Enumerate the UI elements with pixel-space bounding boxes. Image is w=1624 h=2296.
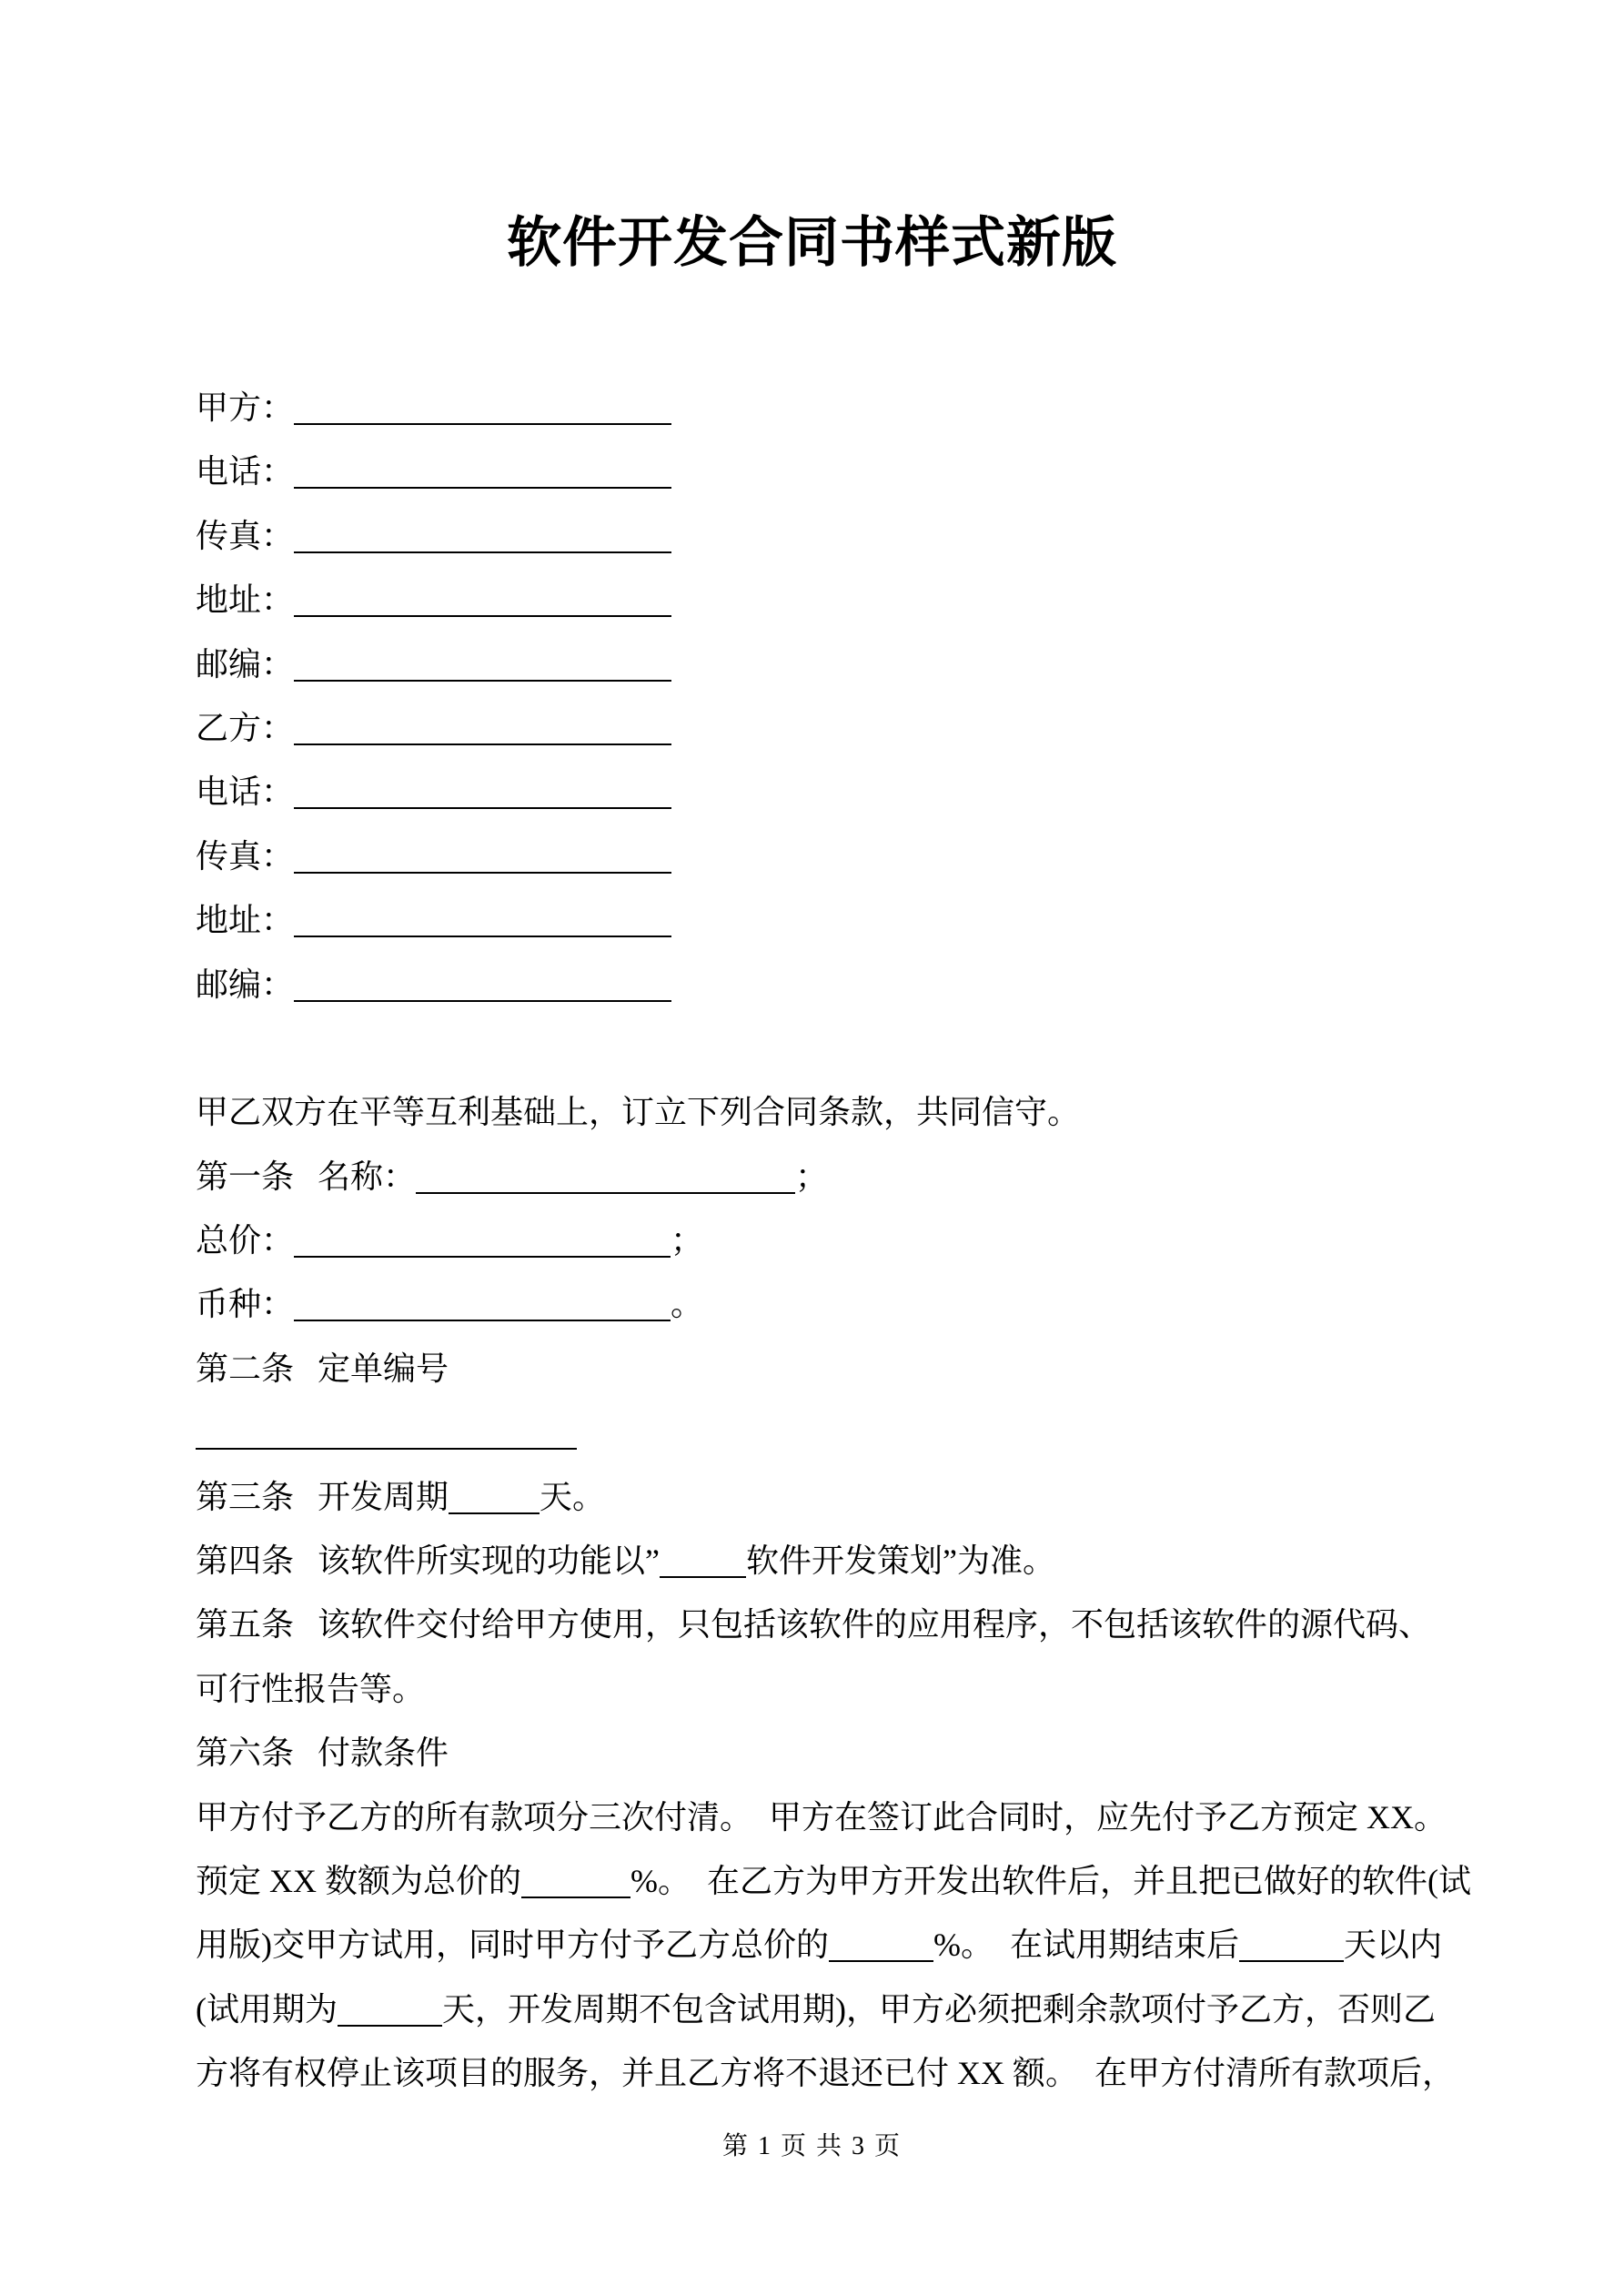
fill-in-blank bbox=[338, 1990, 442, 2027]
fill-in-blank bbox=[294, 452, 671, 489]
clause-text: 天。 bbox=[540, 1478, 606, 1515]
currency-line bbox=[196, 1272, 1442, 1336]
clause-tail: ； bbox=[795, 1158, 829, 1195]
field-row-party-b bbox=[196, 696, 1442, 760]
paragraph-text: 用版)交甲方试用，同时甲方付予乙方总价的 bbox=[196, 1927, 829, 1964]
page-number-footer: 第 1 页 共 3 页 bbox=[721, 2131, 902, 2160]
paragraph-text: (试用期为 bbox=[196, 1990, 338, 2028]
field-label: 传真： bbox=[196, 837, 295, 875]
field-label: 总价： bbox=[196, 1222, 295, 1259]
payment-paragraph-line-1 bbox=[196, 1785, 1447, 1849]
fill-in-blank bbox=[660, 1542, 746, 1578]
field-label: 地址： bbox=[196, 582, 295, 619]
clause-text: 软件开发策划”为准。 bbox=[746, 1542, 1055, 1580]
payment-paragraph-line-4 bbox=[196, 1977, 1442, 2041]
clause-5-line bbox=[196, 1593, 1442, 1656]
document-body bbox=[196, 376, 1471, 2106]
clause-text: 开发周期 bbox=[318, 1478, 449, 1515]
clause-number: 第三条 bbox=[196, 1478, 295, 1515]
fill-in-blank bbox=[294, 517, 671, 553]
clause-3-line bbox=[196, 1465, 1442, 1529]
field-row-address-b bbox=[196, 888, 1442, 952]
field-row-zip-a bbox=[196, 632, 1442, 696]
clause-2-line bbox=[196, 1337, 1442, 1401]
paragraph-text: 天以内 bbox=[1344, 1927, 1443, 1964]
fill-in-blank bbox=[294, 709, 671, 745]
field-label: 乙方： bbox=[196, 709, 295, 746]
paragraph-text: %。 在乙方为甲方开发出软件后，并且把已做好的软件(试 bbox=[630, 1862, 1471, 1899]
clause-6-line bbox=[196, 1721, 1442, 1785]
field-row-party-a bbox=[196, 376, 1442, 440]
field-label: 邮编： bbox=[196, 645, 295, 683]
fill-in-blank bbox=[521, 1862, 630, 1898]
clause-number: 第二条 bbox=[196, 1350, 295, 1387]
paragraph-text: 方将有权停止该项目的服务，并且乙方将不退还已付 XX 额。 在甲方付清所有款项后， bbox=[196, 2055, 1455, 2092]
clause-text: 该软件交付给甲方使用，只包括该软件的应用程序，不包括该软件的源代码、 bbox=[318, 1606, 1432, 1644]
fill-in-blank bbox=[294, 645, 671, 682]
fill-in-blank bbox=[294, 1285, 671, 1321]
clause-tail: ； bbox=[671, 1222, 704, 1259]
clause-1-line bbox=[196, 1145, 1442, 1209]
intro-text: 甲乙双方在平等互利基础上，订立下列合同条款，共同信守。 bbox=[196, 1094, 1081, 1131]
fill-in-blank bbox=[294, 773, 671, 809]
clause-text: 该软件所实现的功能以” bbox=[318, 1542, 660, 1580]
fill-in-blank bbox=[416, 1158, 795, 1194]
fill-in-blank bbox=[294, 581, 671, 617]
field-label: 邮编： bbox=[196, 966, 295, 1003]
fill-in-blank bbox=[294, 901, 671, 937]
field-label: 币种： bbox=[196, 1286, 295, 1323]
fill-in-blank bbox=[294, 1221, 671, 1258]
payment-paragraph-line-3 bbox=[196, 1913, 1442, 1977]
field-row-zip-b bbox=[196, 953, 1442, 1017]
field-label: 甲方： bbox=[196, 389, 295, 426]
field-row-phone-a bbox=[196, 440, 1442, 503]
clause-text: 可行性报告等。 bbox=[196, 1670, 426, 1707]
field-label: 传真： bbox=[196, 517, 295, 554]
paragraph-text: 天，开发周期不包含试用期)，甲方必须把剩余款项付予乙方，否则乙 bbox=[442, 1990, 1436, 2028]
order-number-blank-line bbox=[196, 1401, 1442, 1464]
field-label: 电话： bbox=[196, 453, 295, 491]
fill-in-blank bbox=[294, 389, 671, 425]
clause-5-continuation bbox=[196, 1657, 1442, 1721]
clause-text: 定单编号 bbox=[318, 1350, 449, 1387]
price-line bbox=[196, 1209, 1442, 1272]
fill-in-blank bbox=[196, 1413, 577, 1450]
clause-number: 第四条 bbox=[196, 1542, 295, 1580]
clause-number: 第一条 bbox=[196, 1158, 295, 1195]
clause-4-line bbox=[196, 1529, 1442, 1593]
clause-text: 付款条件 bbox=[318, 1735, 449, 1772]
field-label: 地址： bbox=[196, 902, 295, 939]
paragraph-text: 甲方付予乙方的所有款项分三次付清。 甲方在签订此合同时，应先付予乙方预定 XX。 bbox=[196, 1798, 1447, 1836]
field-label: 电话： bbox=[196, 774, 295, 811]
intro-line bbox=[196, 1080, 1442, 1144]
paragraph-text: %。 在试用期结束后 bbox=[933, 1927, 1239, 1964]
payment-paragraph-line-5 bbox=[196, 2041, 1455, 2105]
field-row-fax-a bbox=[196, 504, 1442, 568]
fill-in-blank bbox=[294, 966, 671, 1002]
party-info-section bbox=[196, 376, 1442, 1017]
paragraph-text: 预定 XX 数额为总价的 bbox=[196, 1862, 521, 1899]
clause-number: 第六条 bbox=[196, 1735, 295, 1772]
field-row-phone-b bbox=[196, 760, 1442, 824]
contract-title: 软件开发合同书样式新版 bbox=[507, 213, 1117, 273]
field-row-fax-b bbox=[196, 824, 1442, 888]
clause-label: 名称： bbox=[318, 1158, 417, 1195]
clause-tail: 。 bbox=[671, 1286, 704, 1323]
payment-paragraph-line-2 bbox=[196, 1849, 1471, 1913]
fill-in-blank bbox=[294, 837, 671, 874]
field-row-address-a bbox=[196, 568, 1442, 632]
spacer-row bbox=[196, 1017, 1442, 1080]
fill-in-blank bbox=[1239, 1926, 1344, 1962]
clause-number: 第五条 bbox=[196, 1606, 295, 1644]
fill-in-blank bbox=[829, 1926, 933, 1962]
fill-in-blank bbox=[449, 1478, 540, 1514]
